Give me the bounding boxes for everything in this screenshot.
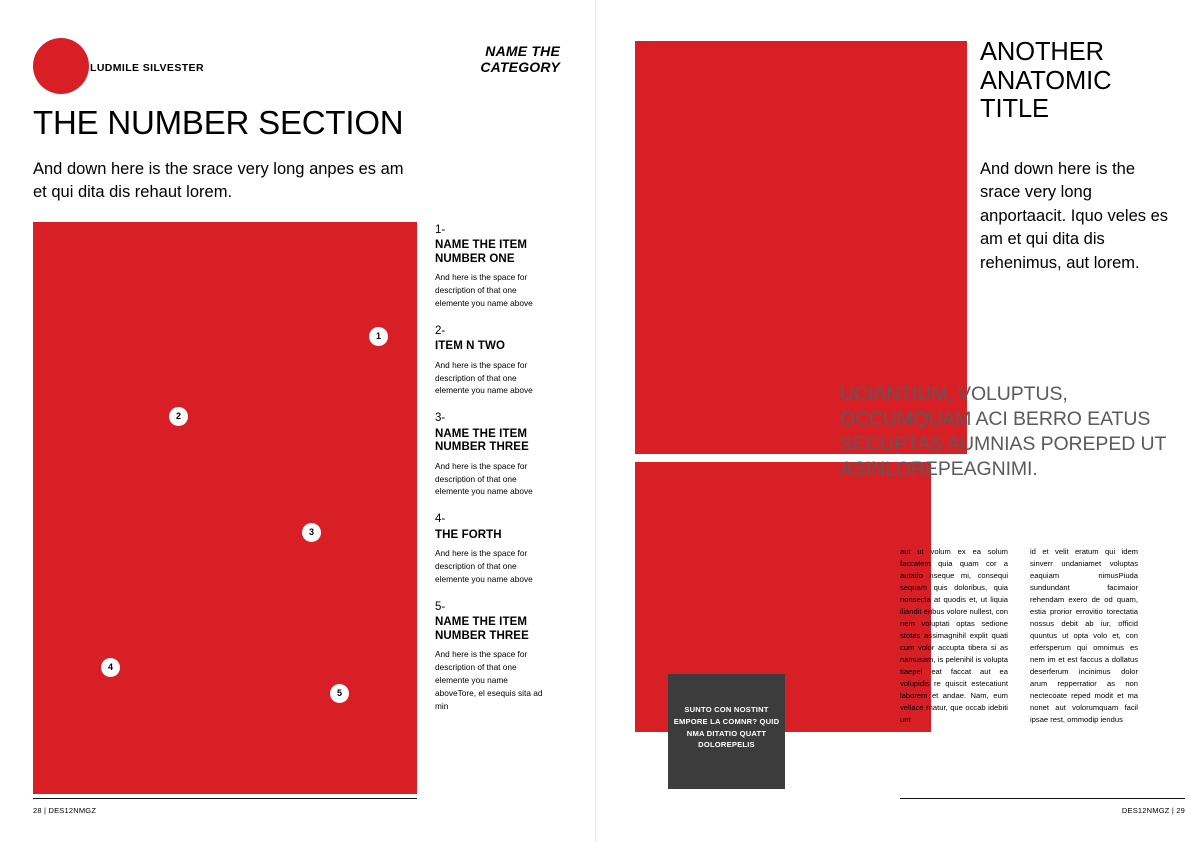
list-item-description: And here is the space for description of that one elemente you name above [435,359,533,396]
folio-right: DES12NMGZ | 29 [1121,806,1185,815]
author-byline: LUDMILE SILVESTER [90,62,204,74]
page-title: THE NUMBER SECTION [33,104,404,141]
page-deck: And down here is the srace very long anpes es am et qui dita dis rehaut lorem. [33,160,404,201]
list-item-description: And here is the space for description of that one elemente you name aboveTore, el esequis sita ad min [435,649,543,711]
category-label [435,43,560,75]
image-marker-1[interactable]: 1 [369,327,388,346]
pull-quote: UCIANTIUM, VOLUPTUS, OCCUMQUAM ACI BERRO EATUS SECUPTAS AUMNIAS POREPED UT ASINLOREPEAGNIMI. [840,383,1166,480]
body-columns [900,546,1185,726]
caption-box: SUNTO CON NOSTINT EMPORE LA COMNR? QUID NMA DITATIO QUATT DOLOREPELIS [668,674,785,789]
list-item [435,599,545,713]
footer-rule-right [900,798,1185,799]
list-item [435,222,545,310]
image-marker-4[interactable]: 4 [101,658,120,677]
image-marker-5[interactable]: 5 [330,684,349,703]
category-label-line1: NAME THE [485,43,560,59]
circle-logo-icon [33,38,89,94]
list-item-number: 2- [435,324,446,337]
list-item-number: 1- [435,224,446,236]
right-page-title: ANOTHER ANATOMIC TITLE [980,38,1112,124]
list-item-title: THE FORTH [435,528,502,541]
numbered-item-list [435,222,545,725]
image-marker-2[interactable]: 2 [169,407,188,426]
image-marker-3[interactable]: 3 [302,523,321,542]
left-page [0,0,595,842]
right-page [595,0,1191,842]
list-item-title: NAME THE ITEM NUMBER ONE [435,239,528,265]
folio-left: 28 | DES12NMGZ [33,806,97,815]
category-label-line2: CATEGORY [480,59,560,76]
list-item-description: And here is the space for description of that one elemente you name above [435,460,533,497]
list-item [435,511,545,585]
footer-rule [33,798,417,799]
list-item-title: ITEM N TWO [435,340,505,353]
list-item-description: And here is the space for description of that one elemente you name above [435,272,533,309]
body-column-1: aut ut volum ex ea solum faccatem quia quam cor a autatio nseque mi, consequi sequam quis doloribus, quia nonsecta at quodis et, ut liquia iliandit eribus volore nullest, con nem voluptati optas sedione stotas assimagnihil explit quati cum volor accupta tibera si as namusam, is pelenihil is volupta tiaepel eat faccat aut ea volupidis re quiscit estecatiunt laborem et andae. Nam, eum vellace rnatur, que occab idebiti unt [900,547,1008,724]
main-image-placeholder [33,222,417,794]
list-item-number: 5- [435,600,446,613]
list-item-number: 3- [435,412,446,425]
body-column-2: id et velit eratum qui idem sinverr undaniamet voluptas eaquiam nimusPiuda sundundant facimaior rehendam exero de od quam, estia prorior errovitio torectatia nossus debit ab iur, officid quuntus ut opta volo et, con erfersperum qui omnimus es nem im et est faccus a dollatus deserferum incinimus dolor arum repperratior as non nectecoate reped modit et ma nonet aut volorumquam facil ipsae rest, ommodip iendus [1030,547,1138,724]
right-page-deck: And down here is the srace very long anportaacit. Iquo veles es am et qui dita dis rehenimus, aut lorem. [980,160,1169,272]
list-item-title: NAME THE ITEM NUMBER THREE [435,615,529,642]
list-item [435,323,545,397]
list-item-title: NAME THE ITEM NUMBER THREE [435,427,529,454]
list-item-description: And here is the space for description of that one elemente you name above [435,548,533,584]
list-item-number: 4- [435,513,446,526]
list-item [435,410,545,498]
